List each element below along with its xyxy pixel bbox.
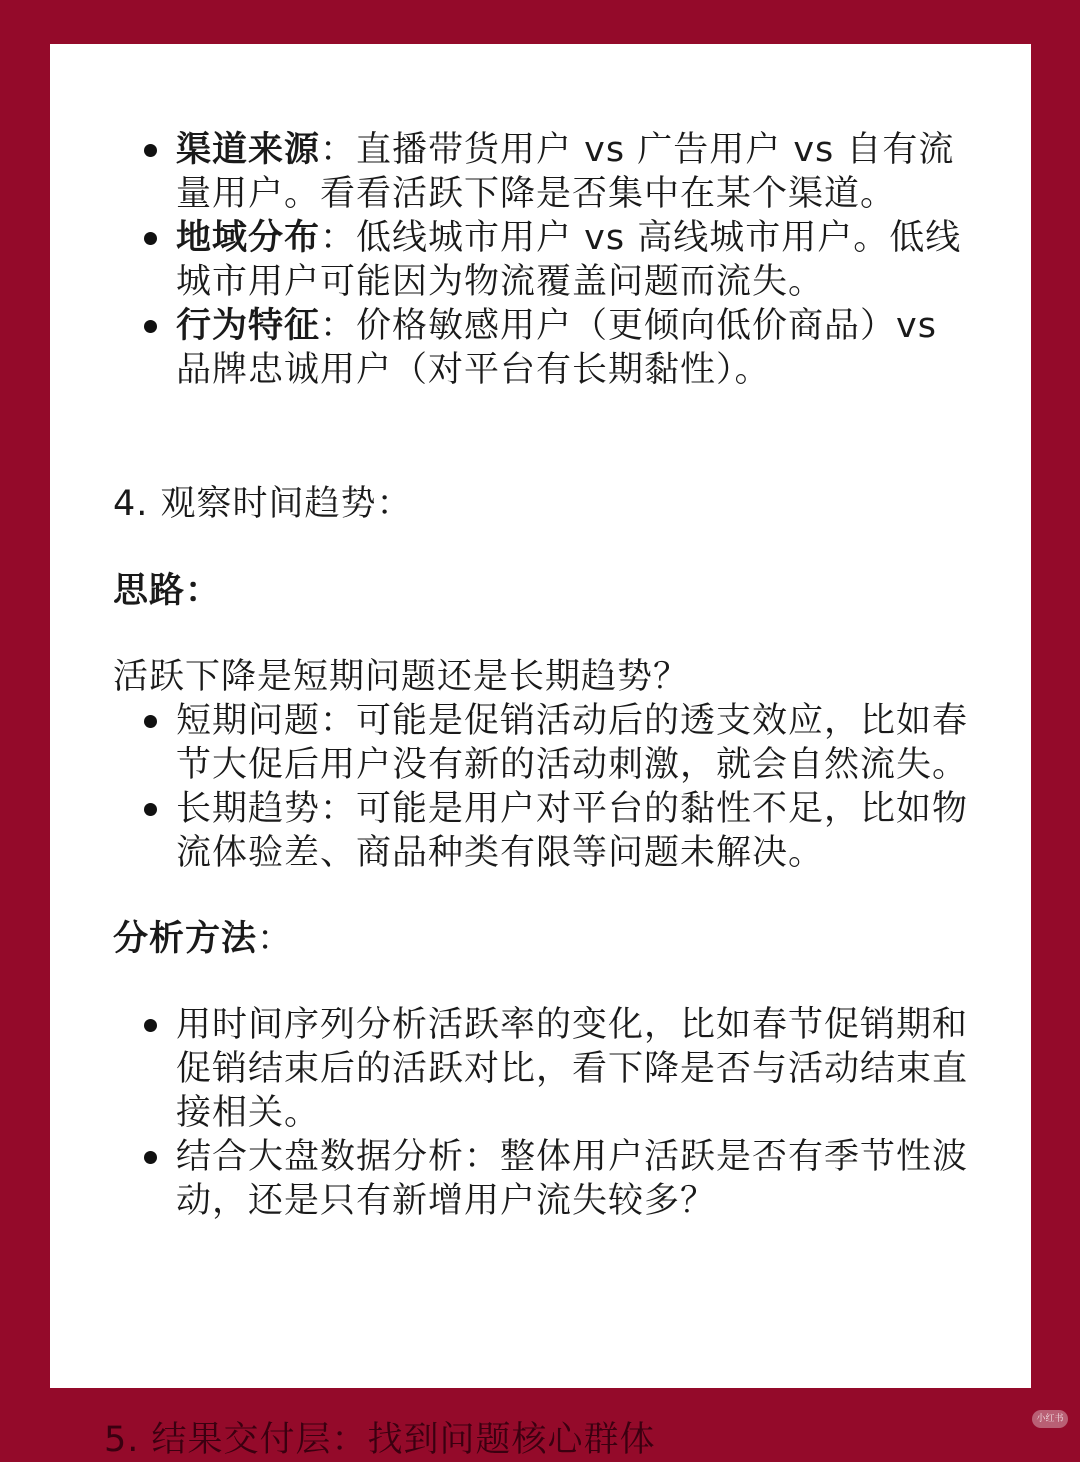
item-label: 渠道来源 xyxy=(176,130,321,170)
article-body xyxy=(113,128,973,1223)
list-item xyxy=(113,216,973,304)
list-item: 结合大盘数据分析：整体用户活跃是否有季节性波动，还是只有新增用户流失较多？ xyxy=(113,1135,973,1223)
list-item: 短期问题：可能是促销活动后的透支效应，比如春节大促后用户没有新的活动刺激，就会自然流失。 xyxy=(113,699,973,787)
item-text: ：低线城市用户 vs 高线城市用户。低线城市用户可能因为物流覆盖问题而流失。 xyxy=(176,218,962,302)
list-item: 长期趋势：可能是用户对平台的黏性不足，比如物流体验差、商品种类有限等问题未解决。 xyxy=(113,787,973,875)
method-heading xyxy=(113,917,973,961)
list-item: 用时间序列分析活跃率的变化，比如春节促销期和促销结束后的活跃对比，看下降是否与活动结束直接相关。 xyxy=(113,1003,973,1135)
method-heading-label: 分析方法 xyxy=(113,919,258,959)
item-label: 行为特征 xyxy=(176,306,321,346)
method-heading-colon: ： xyxy=(257,919,294,959)
question-text: 活跃下降是短期问题还是长期趋势？ xyxy=(113,657,690,697)
next-section-peek: 5. 结果交付层：找到问题核心群体 xyxy=(104,1420,656,1460)
item-text: ：价格敏感用户（更倾向低价商品）vs 品牌忠诚用户（对平台有长期黏性）。 xyxy=(176,306,937,390)
approach-heading: 思路： xyxy=(113,571,222,611)
watermark-logo: 小红书 xyxy=(1032,1410,1068,1428)
method-list xyxy=(113,1003,973,1223)
section-title: 4. 观察时间趋势： xyxy=(113,484,413,524)
item-label: 地域分布 xyxy=(176,218,321,258)
trend-list xyxy=(113,699,973,875)
segment-list xyxy=(113,128,973,392)
list-item xyxy=(113,304,973,392)
list-item xyxy=(113,128,973,216)
item-text: ：直播带货用户 vs 广告用户 vs 自有流量用户。看看活跃下降是否集中在某个渠道。 xyxy=(176,130,955,214)
content-card xyxy=(50,44,1031,1388)
